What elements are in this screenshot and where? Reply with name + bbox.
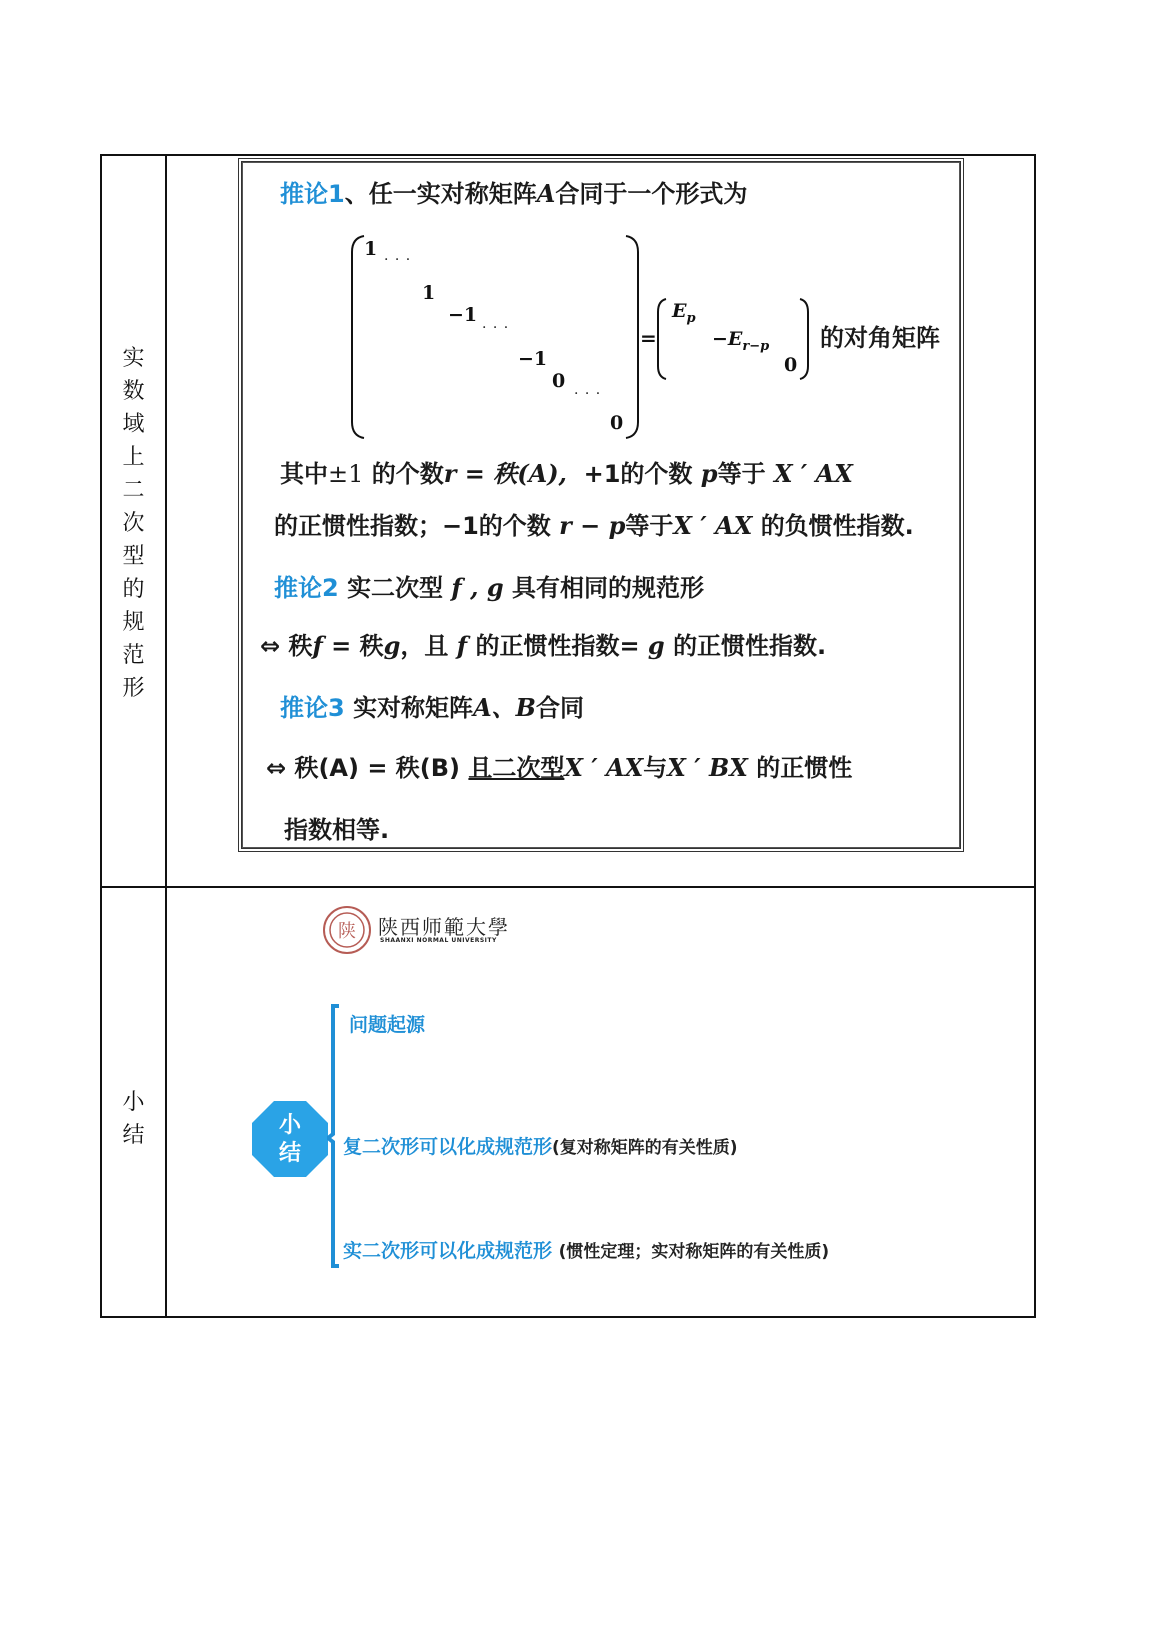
where-line: 其中±1 的个数r = 秩(A), +1的个数 p等于 X ′ AX — [280, 459, 853, 488]
university-logo — [322, 905, 532, 955]
block-entry: $-E_{r-p}$ — [712, 328, 770, 354]
row1-label-char: 域 — [122, 412, 145, 437]
corollary3-condition: ⇔ 秩(A) = 秩(B) 且二次型X ′ AX与X ′ BX 的正惯性 — [266, 753, 853, 782]
corollary3-ending: 指数相等. — [284, 816, 390, 844]
corollary1-line — [280, 174, 747, 209]
row1-label-char: 规 — [122, 610, 145, 635]
corollary1-text: 合同于一个形式为 — [555, 180, 748, 208]
block-entry: $E_p$ — [672, 300, 696, 326]
summary-badge-label: 小 结 — [278, 1113, 301, 1166]
row1-label-char: 的 — [122, 577, 145, 602]
row1-label-char: 二 — [122, 478, 145, 503]
row1-label-char: 上 — [122, 445, 145, 470]
diagonal-matrix-suffix: 的对角矩阵 — [820, 324, 940, 352]
university-name-en: SHAANXI NORMAL UNIVERSITY — [380, 937, 497, 944]
corollary1-text: 、任一实对称矩阵 — [344, 180, 537, 208]
corollary1-heading: 推论1 — [280, 180, 345, 208]
equals-sign: = — [640, 326, 657, 350]
row1-label-char: 型 — [122, 544, 145, 569]
matrix-entry: −1 — [518, 348, 548, 370]
matrix-entry: −1 — [448, 304, 478, 326]
summary-item: 实二次形可以化成规范形 (惯性定理；实对称矩阵的有关性质) — [343, 1240, 830, 1262]
row1-label-char: 次 — [122, 511, 145, 536]
row2-label — [102, 1086, 165, 1152]
summary-item: 问题起源 — [349, 1014, 426, 1036]
corollary3-line: 推论3 实对称矩阵A、B合同 — [280, 693, 584, 722]
svg-text:陕: 陕 — [338, 921, 356, 942]
diagonal-dots: · · · — [482, 320, 510, 336]
university-seal-icon — [322, 905, 372, 955]
row1-label-char: 数 — [122, 379, 145, 404]
row2-label-char: 结 — [122, 1123, 145, 1148]
matrix-var: A — [536, 179, 556, 208]
corollary2-condition: ⇔ 秩f = 秩g，且 f 的正惯性指数= g 的正惯性指数. — [260, 631, 827, 660]
corollary2-line: 推论2 实二次型 f , g 具有相同的规范形 — [274, 573, 704, 602]
row1-label-char: 形 — [122, 676, 145, 701]
summary-item: 复二次形可以化成规范形(复对称矩阵的有关性质) — [343, 1136, 738, 1158]
diagonal-dots: · · · — [574, 386, 602, 402]
corollary-slide — [238, 158, 964, 852]
matrix-entry: 0 — [552, 370, 566, 392]
matrix-entry: 1 — [364, 238, 378, 260]
row1-label-char: 范 — [122, 643, 145, 668]
content-table — [100, 154, 1036, 1318]
diagonal-dots: · · · — [384, 252, 412, 268]
matrix-entry: 1 — [422, 282, 436, 304]
block-entry: 0 — [784, 354, 798, 376]
row2-label-char: 小 — [122, 1090, 145, 1115]
corollary2-heading: 推论2 — [274, 574, 339, 602]
summary-cell — [167, 888, 1036, 1318]
index-line: 的正惯性指数；−1的个数 r − p等于X ′ AX 的负惯性指数. — [274, 511, 914, 540]
row1-label — [102, 342, 165, 705]
row1-label-char: 实 — [122, 346, 145, 371]
corollary3-heading: 推论3 — [280, 694, 345, 722]
university-name-cn: 陕西师範大學 — [378, 915, 510, 939]
matrix-entry: 0 — [610, 412, 624, 434]
